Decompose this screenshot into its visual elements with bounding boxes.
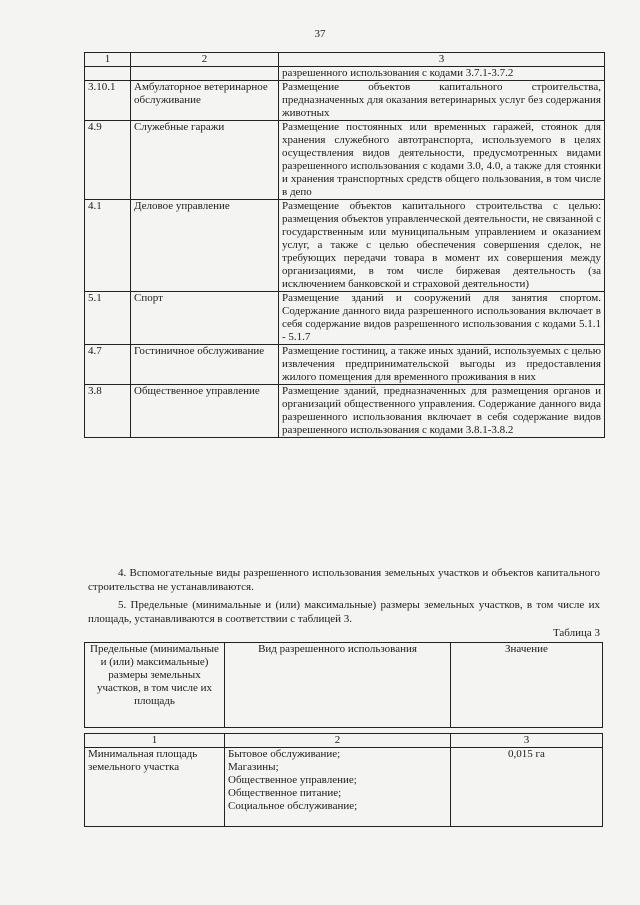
use-code: [85, 67, 131, 81]
header-cell: 3: [279, 53, 605, 67]
use-code: 3.8: [85, 385, 131, 438]
use-code: 4.1: [85, 200, 131, 292]
limits-table-header: [84, 642, 603, 728]
header-cell: 2: [131, 53, 279, 67]
list-item: Магазины;: [228, 761, 279, 773]
use-name: [131, 67, 279, 81]
column-numbers-row: [85, 734, 603, 748]
column-number: 2: [225, 734, 451, 748]
table-row: [85, 292, 605, 345]
use-code: 3.10.1: [85, 81, 131, 121]
limit-value: 0,015 га: [451, 748, 603, 827]
page-number: 37: [314, 28, 326, 40]
limit-parameter: Минимальная площадь земельного участка: [85, 748, 225, 827]
table-caption: Таблица 3: [552, 627, 600, 639]
paragraph-4: 4. Вспомогательные виды разрешенного использования земельных участков и объектов капитального строительства не устанавливаются.: [88, 567, 600, 593]
paragraph-5: 5. Предельные (минимальные и (или) максимальные) размеры земельных участков, в том числе их площадь, устанавливаются в соответствии с таблицей 3.: [88, 599, 600, 625]
use-name: Амбулаторное ветеринарное обслуживание: [131, 81, 279, 121]
limits-table: [84, 733, 603, 827]
use-description: Размещение постоянных или временных гаражей, стоянок для хранения служебного автотранспорта, используемого в целях осуществления видов деятельности, предусмотренных видами разрешенного использования с кодами 3.0, 4.0, а также для стоянки и хранения транспортных средств общего пользования, в том числе в депо: [279, 121, 605, 200]
use-name: Спорт: [131, 292, 279, 345]
column-number: 1: [85, 734, 225, 748]
use-types-list: [225, 748, 451, 827]
table-row: [85, 345, 605, 385]
use-code: 5.1: [85, 292, 131, 345]
table-row: [85, 748, 603, 827]
list-item: Общественное питание;: [228, 787, 342, 799]
table-row: [85, 121, 605, 200]
use-name: Общественное управление: [131, 385, 279, 438]
use-name: Гостиничное обслуживание: [131, 345, 279, 385]
header-cell: Предельные (минимальные и (или) максимальные) размеры земельных участков, в том числе их площадь: [85, 643, 225, 728]
table-row: [85, 200, 605, 292]
header-cell: Вид разрешенного использования: [225, 643, 451, 728]
use-description: Размещение зданий и сооружений для занятия спортом. Содержание данного вида разрешенного использования включает в себя содержание видов разрешенного использования с кодами 5.1.1 - 5.1.7: [279, 292, 605, 345]
table-header-row: [85, 53, 605, 67]
table-row: [85, 81, 605, 121]
use-code: 4.9: [85, 121, 131, 200]
use-name: Деловое управление: [131, 200, 279, 292]
header-cell: Значение: [451, 643, 603, 728]
use-description: разрешенного использования с кодами 3.7.1-3.7.2: [279, 67, 605, 81]
use-code: 4.7: [85, 345, 131, 385]
use-description: Размещение объектов капитального строительства с целью: размещения объектов управленческой деятельности, не связанной с государственным или муниципальным управлением и оказанием услуг, а также с целью обеспечения совершения сделок, не требующих передачи товара в момент их совершения между организациями, в том числе биржевая деятельность (за исключением банковской и страховой деятельности): [279, 200, 605, 292]
permitted-use-table: [84, 52, 605, 438]
table-header-row: [85, 643, 603, 728]
header-cell: 1: [85, 53, 131, 67]
use-description: Размещение зданий, предназначенных для размещения органов и организаций общественного управления. Содержание данного вида разрешенного использования включает в себя содержание видов разрешенного использования с кодами 3.8.1-3.8.2: [279, 385, 605, 438]
use-description: Размещение объектов капитального строительства, предназначенных для оказания ветеринарных услуг без содержания животных: [279, 81, 605, 121]
list-item: Социальное обслуживание;: [228, 800, 358, 812]
table-row: [85, 385, 605, 438]
list-item: Общественное управление;: [228, 774, 357, 786]
use-description: Размещение гостиниц, а также иных зданий, используемых с целью извлечения предпринимательской выгоды из предоставления жилого помещения для временного проживания в них: [279, 345, 605, 385]
column-number: 3: [451, 734, 603, 748]
use-name: Служебные гаражи: [131, 121, 279, 200]
table-row: [85, 67, 605, 81]
list-item: Бытовое обслуживание;: [228, 748, 341, 760]
